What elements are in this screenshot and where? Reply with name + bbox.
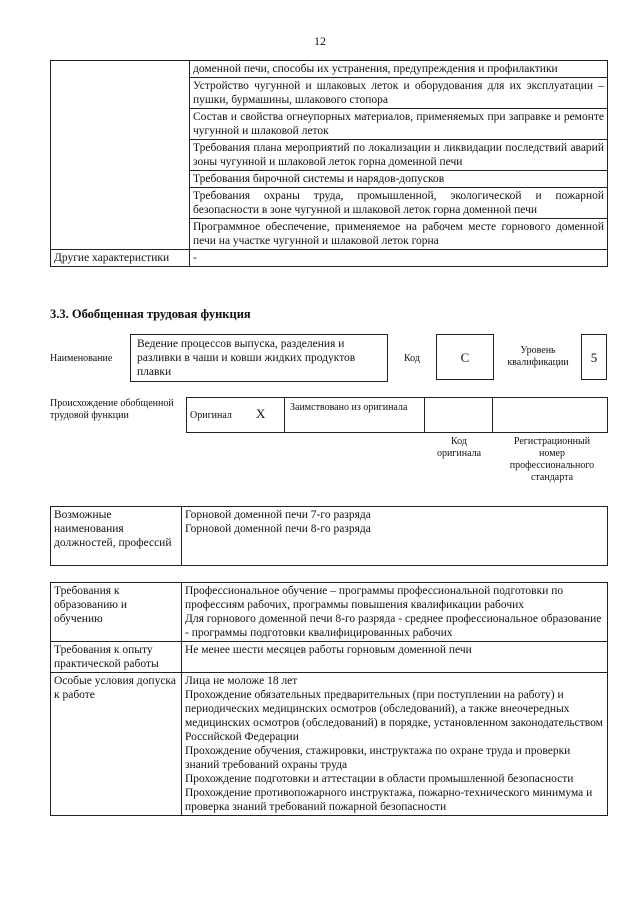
requirement-item: Лица не моложе 18 лет [185, 675, 298, 687]
table-cell-text: - [190, 250, 608, 267]
original-mark: X [256, 406, 266, 421]
borrowed-label: Заимствовано из оригинала [290, 402, 408, 413]
table-cell-text: доменной печи, способы их устранения, предупреждения и профилактики [190, 61, 608, 78]
table-cell-text: Состав и свойства огнеупорных материалов, применяемых при заправке и ремонте чугунной и шлаковой леток [190, 109, 608, 140]
table-cell-label: Возможные наименования должностей, профессий [51, 507, 182, 566]
code-label: Код [404, 353, 420, 364]
requirement-item: Прохождение обучения, стажировки, инструктажа по охране труда и проверки знаний требований охраны труда [185, 745, 571, 771]
table-cell-label [51, 61, 190, 250]
requirement-item: Прохождение противопожарного инструктажа, пожарно-технического минимума и проверка знаний требований пожарной безопасности [185, 787, 593, 813]
requirement-item: Прохождение подготовки и аттестации в области промышленной безопасности [185, 773, 574, 785]
table-cell-label: Особые условия допуска к работе [51, 673, 182, 816]
section-title: 3.3. Обобщенная трудовая функция [50, 307, 251, 321]
table-row [51, 583, 608, 642]
reg-number-caption: Регистрационный номер профессионального стандарта [509, 436, 595, 483]
origin-label: Происхождение обобщенной трудовой функции [50, 398, 174, 421]
page-number: 12 [314, 34, 326, 48]
function-name-box: Ведение процессов выпуска, разделения и разливки в чаши и ковши жидких продуктов плавки [130, 334, 388, 382]
requirement-item: Не менее шести месяцев работы горновым доменной печи [185, 644, 472, 656]
table-cell-label: Требования к опыту практической работы [51, 642, 182, 673]
requirement-item: Для горнового доменной печи 8-го разряда - среднее профессиональное образование - программы подготовки квалифицированных рабочих [185, 613, 602, 639]
competency-continuation-table [50, 60, 608, 267]
positions-table [50, 506, 608, 566]
divider [284, 397, 285, 433]
position-item: Горновой доменной печи 7-го разряда [185, 509, 371, 521]
table-cell-text: Требования бирочной системы и нарядов-допусков [190, 171, 608, 188]
table-row [51, 673, 608, 816]
divider [424, 397, 425, 433]
code-box: C [436, 334, 494, 380]
table-cell-text [182, 583, 608, 642]
table-row [51, 61, 608, 78]
code-original-caption: Код оригинала [436, 436, 482, 459]
table-cell-label: Требования к образованию и обучению [51, 583, 182, 642]
name-label: Наименование [50, 353, 113, 364]
divider [492, 397, 493, 433]
table-row [51, 507, 608, 566]
requirement-item: Прохождение обязательных предварительных (при поступлении на работу) и периодических медицинских осмотров (обследований), а также внеочередных медицинских осмотров (обследований) в порядке, установленном законодательством Российской Федерации [185, 689, 603, 743]
table-cell-text: Устройство чугунной и шлаковых леток и оборудования для их эксплуатации – пушки, бурмашины, шлакового стопора [190, 78, 608, 109]
level-label: Уровень квалификации [507, 345, 569, 368]
level-box: 5 [581, 334, 607, 380]
table-row [51, 642, 608, 673]
table-cell-label: Другие характеристики [51, 250, 190, 267]
table-cell-text [182, 642, 608, 673]
original-label: Оригинал [190, 410, 232, 421]
table-cell-text: Требования охраны труда, промышленной, экологической и пожарной безопасности в зоне чугунной и шлаковой леток горна доменной печи [190, 188, 608, 219]
table-cell-text: Требования плана мероприятий по локализации и ликвидации последствий аварий зоны чугунной и шлаковой леток горна доменной печи [190, 140, 608, 171]
position-item: Горновой доменной печи 8-го разряда [185, 523, 371, 535]
table-cell-text [182, 507, 608, 566]
requirements-table [50, 582, 608, 816]
requirement-item: Профессиональное обучение – программы профессиональной подготовки по профессиям рабочих, программы повышения квалификации рабочих [185, 585, 564, 611]
table-cell-text: Программное обеспечение, применяемое на рабочем месте горнового доменной печи на участке чугунной и шлаковой леток горна [190, 219, 608, 250]
table-cell-text [182, 673, 608, 816]
table-row [51, 250, 608, 267]
